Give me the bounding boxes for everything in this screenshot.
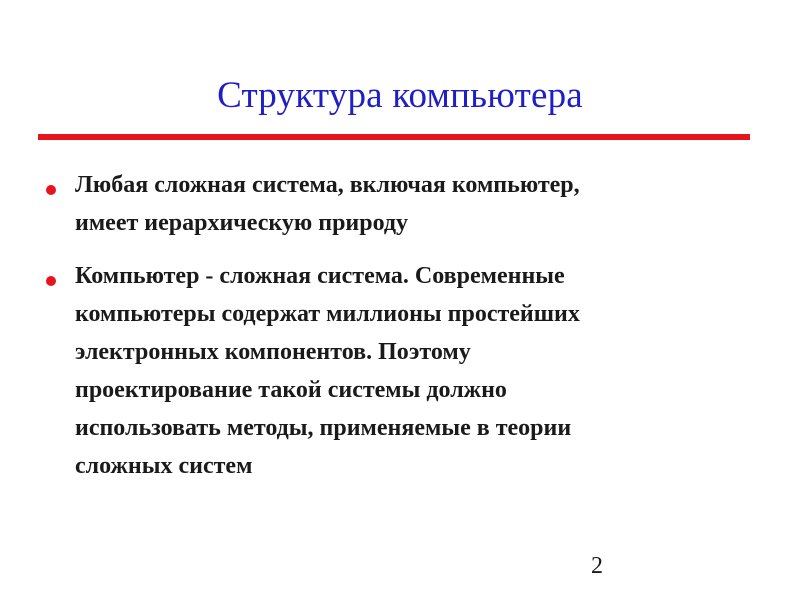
bullet-text <box>75 257 755 485</box>
bullet-line: проектирование такой системы должно <box>75 377 507 403</box>
bullet-line: электронных компонентов. Поэтому <box>75 339 471 365</box>
bullet-line: Компьютер - сложная система. Современные <box>75 263 565 289</box>
bullet-line: сложных систем <box>75 453 253 479</box>
bullet-item <box>0 257 800 485</box>
slide-title: Структура компьютера <box>217 75 583 116</box>
bullet-item <box>0 166 800 242</box>
bullet-dot-icon <box>46 185 56 195</box>
title-divider <box>38 134 750 140</box>
bullet-list <box>0 166 800 500</box>
bullet-line: имеет иерархическую природу <box>75 210 409 236</box>
bullet-dot-icon <box>46 276 56 286</box>
bullet-line: компьютеры содержат миллионы простейших <box>75 301 580 327</box>
bullet-text <box>75 166 755 242</box>
page-number: 2 <box>591 553 603 579</box>
bullet-line: Любая сложная система, включая компьютер, <box>75 172 580 198</box>
bullet-line: использовать методы, применяемые в теории <box>75 415 572 441</box>
